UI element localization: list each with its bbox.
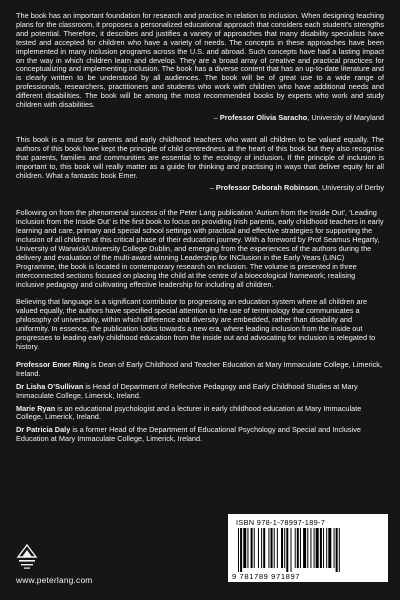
barcode-bar	[261, 528, 262, 568]
author-name: Dr Patricia Daly	[16, 425, 71, 435]
author-bio	[16, 361, 384, 379]
barcode-digits: 9 781789 971897	[232, 572, 301, 581]
author-name: Dr Lisha O’Sullivan	[16, 381, 84, 391]
barcode-bar	[291, 528, 292, 572]
back-cover-text	[16, 12, 384, 448]
author-bio	[16, 426, 384, 444]
barcode-bar	[240, 528, 242, 572]
barcode-bar	[316, 528, 319, 568]
barcode-bar	[258, 528, 259, 568]
barcode-bar	[320, 528, 322, 568]
barcode-bar	[297, 528, 299, 568]
barcode-bar	[286, 528, 288, 572]
endorsement-affiliation: , University of Derby	[317, 183, 384, 193]
isbn-label: ISBN 978-1-78997-189-7	[236, 518, 326, 527]
barcode-bar	[339, 528, 340, 572]
author-bio-text: is Dean of Early Childhood and Teacher Education at Mary Immaculate College, Limerick, Ireland.	[16, 359, 383, 378]
barcode-bar	[277, 528, 278, 568]
barcode-bar	[268, 528, 269, 568]
endorsement-robinson-text: This book is a must for parents and early childhood teachers who want all children to be valued equally. The authors of this book have kept the principle of child centredness at the heart of this book but they also recognise that parents, families and communities are essential to the ecology of inclusion. If the principle of inclusion is important to, this book will really matter as a guide for thinking and practising in ways that deliver equity for all children. What a fantastic book Emer.	[16, 134, 384, 180]
barcode-bar	[271, 528, 273, 568]
endorsement-dash: –	[213, 112, 220, 122]
publisher-website[interactable]: www.peterlang.com	[16, 575, 93, 585]
author-bio	[16, 405, 384, 423]
barcode-bar	[314, 528, 315, 568]
author-name: Marie Ryan	[16, 403, 56, 413]
author-bio	[16, 383, 384, 401]
barcode-bar	[251, 528, 253, 568]
barcode-bar	[263, 528, 265, 568]
isbn-barcode-box	[228, 514, 388, 582]
description-paragraph-1: Following on from the phenomenal success of the Peter Lang publication ‘Autism from the Inside Out’, ‘Leading inclusion from the Inside Out’ is the first book to focus on providing Irish parents, early childhood teachers in early learning and care, primary and special school settings with practical and effective strategies for supporting the inclusion of all children at this critical phase of their education journey. With a foreword by Prof Seamus Hegarty, University of Warwick/University College Dublin, and emerging from the experiences of the authors during the delivery and evaluation of the multi-award winning Leadership for INClusion in the Early Years (LINC) Programme, the book is located in contemporary research on inclusion. The volume is presented in three interconnected sections focused on placing the child at the centre of a bioecological framework; realising inclusive pedagogy and cultivating effective leadership for including all children.	[16, 208, 384, 289]
barcode-graphic	[234, 528, 382, 572]
author-bio-text: is a former Head of the Department of Educational Psychology and Special and Inclusive Education at Mary Immaculate College, Limerick, Ireland.	[16, 425, 361, 444]
barcode-bar	[328, 528, 331, 568]
barcode-bar	[334, 528, 335, 568]
barcode-bar	[326, 528, 327, 568]
barcode-bar	[307, 528, 308, 568]
barcode-bar	[300, 528, 301, 568]
author-bio-text: is Head of Department of Reflective Pedagogy and Early Childhood Studies at Mary Immaculate College, Limerick, Ireland.	[16, 381, 358, 400]
peter-lang-logo-icon	[16, 544, 38, 575]
barcode-bar	[247, 528, 248, 568]
endorsement-affiliation: , University of Maryland	[307, 112, 384, 122]
endorsement-saracho-text: The book has an important foundation for research and practice in relation to inclusion. When designing teaching plans for the classroom, it proposes a personalized educational approach that considers each student's strengths and potential. Therefore, it describes and justifies a variety of approaches that many disability specialists have tested and accepted for children who have a variety of needs. The concepts in these approaches have been implemented in many inclusion programs across the U.S. and abroad. Such concepts have had a lasting impact on the way in which children learn and develop. They are a broad array of creative and practical practices for conceptualizing and implementing inclusion. The book has a diverse content that has an up-to-date literature and is clearly written to be understood by all audiences. The book will be of great use to a wide range of professionals, researchers, practitioners and students who work with children who have additional needs and different disabilities. The book will be among the most recommended books by experts who work and study children with disabilities.	[16, 11, 384, 110]
barcode-bar	[303, 528, 306, 568]
endorsement-robinson-credit	[16, 184, 384, 193]
barcode-bar	[284, 528, 285, 568]
barcode-bar	[281, 528, 283, 568]
barcode-bar	[295, 528, 296, 568]
barcode-bar	[254, 528, 255, 568]
barcode-bar	[243, 528, 246, 568]
endorsement-author: Professor Olivia Saracho	[219, 112, 308, 122]
barcode-bar	[238, 528, 239, 572]
endorsement-dash: –	[209, 183, 216, 193]
author-name: Professor Emer Ring	[16, 359, 90, 369]
barcode-bar	[336, 528, 338, 572]
barcode-bar	[323, 528, 324, 568]
endorsement-author: Professor Deborah Robinson	[215, 183, 318, 193]
barcode-bar	[274, 528, 275, 568]
endorsement-saracho-credit	[16, 114, 384, 123]
barcode-bar	[310, 528, 311, 568]
description-paragraph-2: Believing that language is a significant contributor to progressing an education system where all children are valued equally, the authors have specified special attention to the use of terminology that communicates a philosophy of universality, within which difference and diversity are embedded, rather than disability and uniformity. In essence, the publication looks towards a new era, where leading inclusion from the inside out progresses to leading early childhood education from the inside out and advocating for inclusion is relegated to history.	[16, 297, 376, 351]
author-bio-text: is an educational psychologist and a lecturer in early childhood education at Mary Immaculate College, Limerick, Ireland.	[16, 403, 362, 422]
